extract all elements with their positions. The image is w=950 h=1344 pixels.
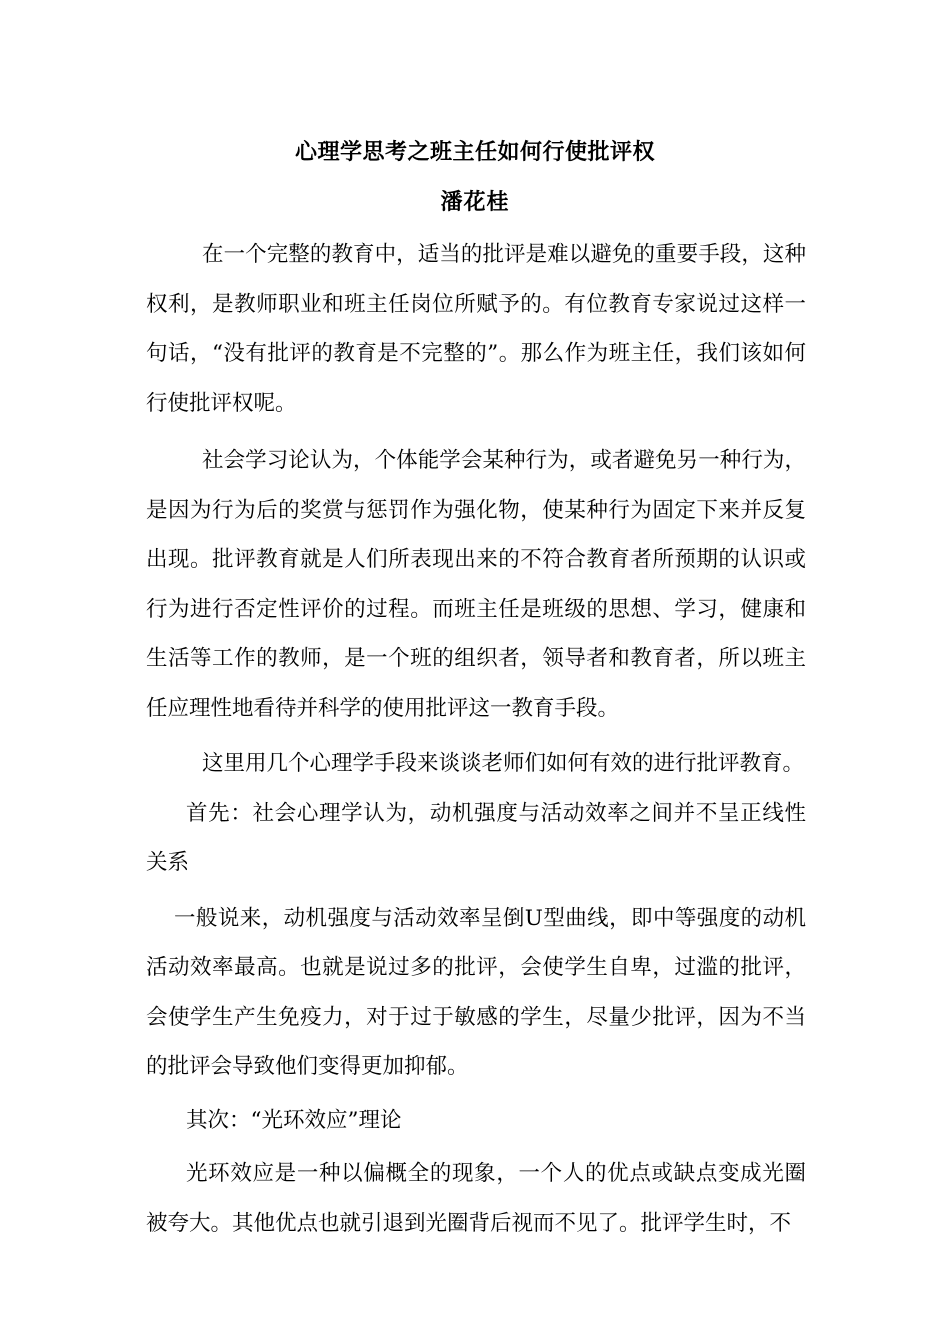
paragraph-inverted-u: 一般说来，动机强度与活动效率呈倒U型曲线，即中等强度的动机活动效率最高。也就是说过多的批评，会使学生自卑，过滥的批评，会使学生产生免疫力，对于过于敏感的学生，尽量少批评，因为不当的批评会导致他们变得更加抑郁。: [146, 905, 806, 1079]
paragraph-methods-intro: 这里用几个心理学手段来谈谈老师们如何有效的进行批评教育。: [202, 751, 805, 776]
document-author: 潘花桂: [440, 189, 510, 215]
document-title: 心理学思考之班主任如何行使批评权: [294, 139, 655, 165]
paragraph-first-point: 首先：社会心理学认为，动机强度与活动效率之间并不呈正线性关系: [146, 800, 806, 875]
paragraph-halo-effect: 光环效应是一种以偏概全的现象，一个人的优点或缺点变成光圈被夸大。其他优点也就引退到光圈背后视而不见了。批评学生时，不: [146, 1161, 806, 1236]
paragraph-social-learning: 社会学习论认为，个体能学会某种行为，或者避免另一种行为，是因为行为后的奖赏与惩罚作为强化物，使某种行为固定下来并反复出现。批评教育就是人们所表现出来的不符合教育者所预期的认识或行为进行否定性评价的过程。而班主任是班级的思想、学习，健康和生活等工作的教师，是一个班的组织者，领导者和教育者，所以班主任应理性地看待并科学的使用批评这一教育手段。: [146, 448, 806, 721]
document-body: [146, 230, 806, 1248]
paragraph-second-point: 其次：“光环效应”理论: [186, 1107, 402, 1133]
paragraph-intro: 在一个完整的教育中，适当的批评是难以避免的重要手段，这种权利，是教师职业和班主任岗位所赋予的。有位教育专家说过这样一句话，“没有批评的教育是不完整的”。那么作为班主任，我们该如何行使批评权呢。: [146, 242, 806, 416]
